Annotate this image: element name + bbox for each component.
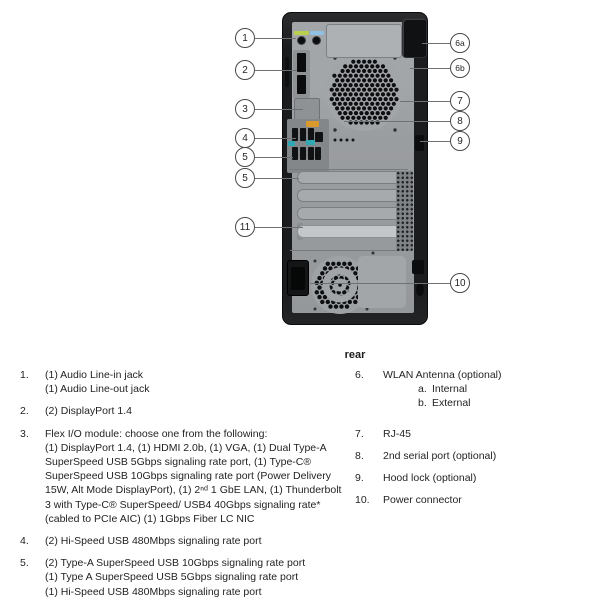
displayport-1 bbox=[297, 53, 306, 72]
panel-divider bbox=[290, 169, 408, 170]
callout-11: 11 bbox=[235, 217, 255, 237]
legend-item-text: (2) Hi-Speed USB 480Mbps signaling rate port bbox=[45, 535, 262, 548]
callout-line bbox=[310, 283, 450, 284]
usb-port bbox=[315, 132, 323, 142]
legend-subitem-b bbox=[418, 396, 501, 410]
usb-port bbox=[292, 147, 298, 160]
callout-line bbox=[255, 157, 293, 158]
usb-port bbox=[292, 128, 298, 141]
expansion-slot-cover-1 bbox=[297, 171, 409, 184]
audio-line-in-jack bbox=[297, 36, 306, 45]
callout-8: 8 bbox=[450, 111, 470, 131]
legend-item-text: SuperSpeed USB 5Gbps signaling rate port, (1) Type-C® bbox=[45, 456, 312, 469]
legend-item-text: RJ-45 bbox=[383, 427, 412, 440]
figure-caption: rear bbox=[344, 349, 366, 361]
legend-item-8 bbox=[355, 449, 595, 463]
legend-item-text: SuperSpeed USB 10Gbps signaling rate port (Power Delivery bbox=[45, 470, 331, 483]
legend-item-number: 9. bbox=[355, 472, 364, 485]
legend-item-text: 15W, Alt Mode DisplayPort), (1) 2ⁿᵈ 1 GbE LAN, (1) Thunderbolt bbox=[45, 484, 342, 497]
callout-line bbox=[255, 70, 297, 71]
legend-subitem-a bbox=[418, 382, 501, 396]
callout-1: 1 bbox=[235, 28, 255, 48]
expansion-slot-cover-4 bbox=[297, 225, 409, 238]
audio-line-out-label bbox=[310, 31, 324, 35]
legend-right-column bbox=[355, 368, 595, 515]
callout-6a: 6a bbox=[450, 33, 470, 53]
legend-item-text: (2) Type-A SuperSpeed USB 10Gbps signaling rate port bbox=[45, 557, 306, 570]
legend-item-text: (1) Hi-Speed USB 480Mbps signaling rate port bbox=[45, 585, 262, 598]
legend-item-text: (1) Audio Line-out jack bbox=[45, 383, 150, 396]
tower-rear-illustration bbox=[282, 12, 428, 325]
callout-10: 10 bbox=[450, 273, 470, 293]
legend-item-number: 4. bbox=[20, 535, 29, 548]
legend-item-6 bbox=[355, 368, 595, 411]
legend-item-number: 2. bbox=[20, 405, 29, 418]
legend-item-text: (cabled to PCIe AIC) (1) 1Gbps Fiber LC NIC bbox=[45, 512, 255, 525]
legend-subitem-letter: b. bbox=[418, 397, 427, 410]
rj45-orange-connector bbox=[306, 121, 319, 127]
legend-left-column bbox=[20, 368, 350, 607]
legend-item-number: 5. bbox=[20, 557, 29, 570]
legend-item-number: 7. bbox=[355, 427, 364, 440]
callout-6b: 6b bbox=[450, 58, 470, 78]
usb-teal-accent bbox=[288, 141, 295, 146]
usb-port bbox=[315, 147, 321, 160]
legend-item-4 bbox=[20, 534, 350, 548]
legend-item-1 bbox=[20, 368, 350, 396]
callout-7: 7 bbox=[450, 91, 470, 111]
legend-item-3 bbox=[20, 427, 350, 526]
callout-line bbox=[400, 101, 450, 102]
legend-item-text: (2) DisplayPort 1.4 bbox=[45, 405, 132, 418]
legend-item-number: 10. bbox=[355, 494, 370, 507]
callout-line bbox=[255, 109, 303, 110]
vent-strip bbox=[396, 171, 413, 251]
legend-item-number: 3. bbox=[20, 427, 29, 440]
wlan-antenna-cover bbox=[402, 18, 427, 58]
power-connector-socket bbox=[291, 267, 305, 290]
legend-item-text: (1) Audio Line-in jack bbox=[45, 369, 144, 381]
legend-item-text: Flex I/O module: choose one from the following: bbox=[45, 427, 268, 440]
expansion-slot-cover-3 bbox=[297, 207, 409, 220]
recessed-panel-area bbox=[326, 24, 402, 58]
callout-5b: 5 bbox=[235, 168, 255, 188]
rear-oval-slot bbox=[416, 283, 424, 296]
legend-item-2 bbox=[20, 404, 350, 418]
legend-item-text: 3 with Type-C® SuperSpeed/ USB4 40Gbps signaling rate* bbox=[45, 498, 321, 511]
callout-line bbox=[422, 43, 450, 44]
legend-item-9 bbox=[355, 471, 595, 485]
rear-latch-square bbox=[412, 260, 424, 274]
legend-item-text: Power connector bbox=[383, 494, 462, 507]
expansion-slot-cover-2 bbox=[297, 189, 409, 202]
callout-line bbox=[255, 38, 296, 39]
callout-line bbox=[255, 178, 299, 179]
legend-subitem-text: External bbox=[432, 397, 471, 410]
psu-plate bbox=[358, 256, 406, 308]
legend-item-text: (1) Type A SuperSpeed USB 5Gbps signaling rate port bbox=[45, 571, 299, 584]
legend-item-number: 6. bbox=[355, 369, 364, 381]
callout-line bbox=[344, 121, 450, 122]
legend-item-5 bbox=[20, 556, 350, 599]
callout-5a: 5 bbox=[235, 147, 255, 167]
legend-item-text: WLAN Antenna (optional) bbox=[383, 369, 502, 381]
callout-line bbox=[255, 227, 303, 228]
psu-divider bbox=[290, 250, 408, 251]
callout-9: 9 bbox=[450, 131, 470, 151]
usb-port bbox=[308, 147, 314, 160]
callout-line bbox=[420, 141, 450, 142]
legend-item-text: (1) DisplayPort 1.4, (1) HDMI 2.0b, (1) VGA, (1) Dual Type-A bbox=[45, 441, 327, 454]
displayport-2 bbox=[297, 75, 306, 94]
hood-lock-slot bbox=[415, 135, 424, 151]
usb-teal-accent bbox=[306, 140, 315, 145]
legend-item-number: 8. bbox=[355, 449, 364, 462]
legend-subitem-letter: a. bbox=[418, 383, 427, 396]
audio-line-out-jack bbox=[312, 36, 321, 45]
legend-item-number: 1. bbox=[20, 369, 29, 381]
callout-2: 2 bbox=[235, 60, 255, 80]
callout-line bbox=[255, 138, 296, 139]
callout-3: 3 bbox=[235, 99, 255, 119]
legend-item-text: Hood lock (optional) bbox=[383, 472, 477, 485]
usb-port bbox=[300, 147, 306, 160]
legend-item-text: 2nd serial port (optional) bbox=[383, 449, 497, 462]
audio-line-in-label bbox=[294, 31, 309, 35]
legend-subitem-text: Internal bbox=[432, 383, 468, 396]
callout-4: 4 bbox=[235, 128, 255, 148]
legend-item-7 bbox=[355, 427, 595, 441]
legend-item-10 bbox=[355, 493, 595, 507]
callout-line bbox=[410, 68, 450, 69]
